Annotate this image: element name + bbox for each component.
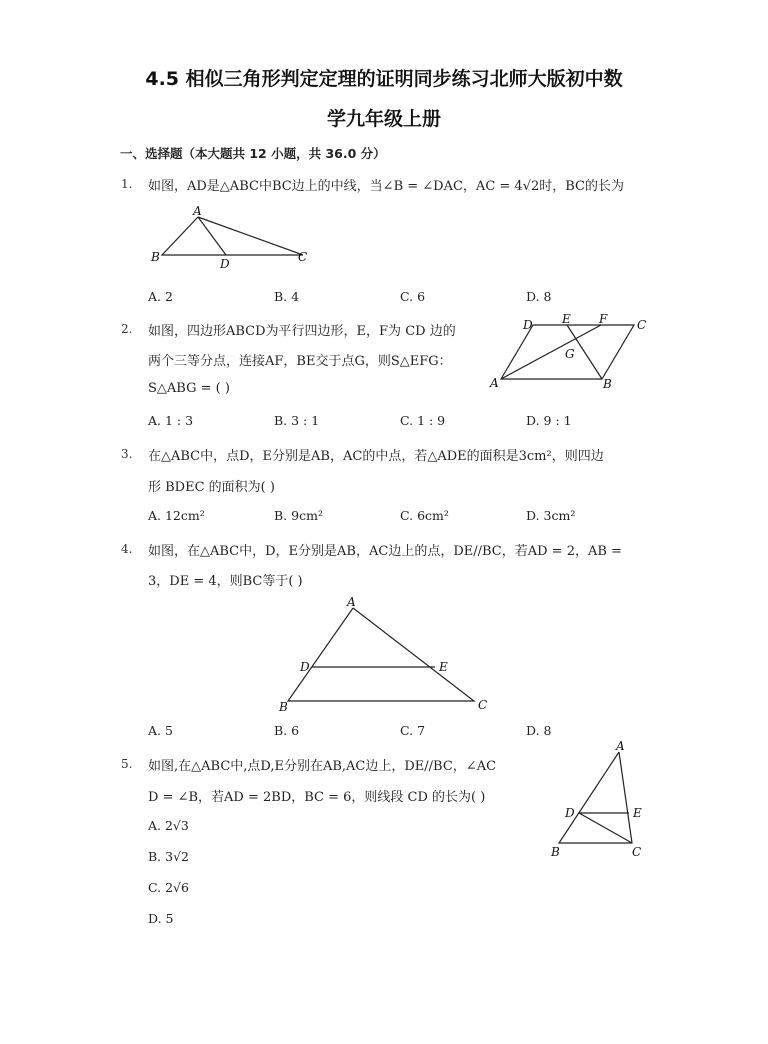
question-4-option-c[interactable]: C. 7 [400, 723, 426, 738]
label-b: B [151, 250, 160, 264]
label-a: A [347, 595, 356, 609]
label-c: C [478, 698, 488, 712]
question-5-option-a[interactable]: A. 2√3 [148, 818, 189, 833]
question-5-number: 5. [121, 757, 133, 771]
label-a: A [490, 376, 499, 390]
question-4-option-d[interactable]: D. 8 [526, 723, 552, 738]
question-5-figure [545, 740, 655, 865]
section-heading: 一、选择题（本大题共 12 小题，共 36.0 分） [120, 146, 386, 161]
label-d: D [300, 660, 310, 674]
question-5-text-line2: D = ∠B，若AD = 2BD，BC = 6，则线段 CD 的长为( ) [148, 790, 486, 805]
segment-cd [579, 813, 632, 843]
question-1-option-a[interactable]: A. 2 [148, 289, 173, 304]
label-c: C [632, 845, 642, 859]
question-2-text-line2: 两个三等分点，连接AF，BE交于点G，则S△EFG： [148, 354, 452, 369]
question-3-option-a[interactable]: A. 12cm² [148, 508, 205, 523]
label-b: B [279, 700, 288, 714]
question-2-text-line3: S△ABG = ( ) [148, 381, 230, 396]
question-2-number: 2. [121, 322, 133, 336]
question-2-text-line1: 如图，四边形ABCD为平行四边形，E，F为 CD 边的 [148, 324, 456, 339]
question-5-option-d[interactable]: D. 5 [148, 911, 174, 926]
question-5-option-b[interactable]: B. 3√2 [148, 849, 190, 864]
question-3-option-c[interactable]: C. 6cm² [400, 508, 449, 523]
question-1-option-c[interactable]: C. 6 [400, 289, 426, 304]
question-1-number: 1. [121, 177, 133, 191]
question-3-option-b[interactable]: B. 9cm² [274, 508, 323, 523]
triangle-abc [559, 752, 632, 843]
label-f: F [599, 312, 608, 326]
triangle-abc [162, 217, 303, 255]
question-4-figure [270, 595, 500, 715]
label-b: B [603, 377, 612, 391]
question-4-number: 4. [121, 542, 133, 556]
triangle-abc [288, 608, 474, 701]
label-a: A [616, 739, 625, 753]
label-d: D [220, 257, 230, 271]
question-5-option-c[interactable]: C. 2√6 [148, 880, 189, 895]
page-title: 4.5 相似三角形判定定理的证明同步练习北师大版初中数 [145, 68, 623, 90]
label-b: B [551, 845, 560, 859]
question-3-text-line2: 形 BDEC 的面积为( ) [148, 480, 275, 495]
question-3-text-line1: 在△ABC中，点D，E分别是AB，AC的中点，若△ADE的面积是3cm²，则四边 [148, 449, 604, 464]
label-c: C [637, 318, 647, 332]
question-2-option-b[interactable]: B. 3 : 1 [274, 413, 320, 428]
label-e: E [439, 660, 448, 674]
question-2-option-c[interactable]: C. 1 : 9 [400, 413, 446, 428]
question-1-option-d[interactable]: D. 8 [526, 289, 552, 304]
question-5-text-line1: 如图,在△ABC中,点D,E分别在AB,AC边上，DE//BC，∠AC [148, 759, 497, 774]
page-title-continued: 学九年级上册 [326, 108, 441, 130]
label-c: C [298, 250, 308, 264]
question-2-option-d[interactable]: D. 9 : 1 [526, 413, 572, 428]
question-3-option-d[interactable]: D. 3cm² [526, 508, 576, 523]
label-a: A [193, 204, 202, 218]
question-2-option-a[interactable]: A. 1 : 3 [148, 413, 194, 428]
question-4-option-a[interactable]: A. 5 [148, 723, 173, 738]
label-e: E [562, 312, 571, 326]
question-3-number: 3. [121, 447, 133, 461]
label-e: E [633, 806, 642, 820]
question-1-figure [140, 205, 320, 275]
question-4-option-b[interactable]: B. 6 [274, 723, 300, 738]
segment-af [501, 325, 601, 379]
label-g: G [565, 347, 575, 361]
question-4-text-line2: 3，DE = 4，则BC等于( ) [148, 574, 303, 589]
label-d: D [523, 318, 533, 332]
question-1-option-b[interactable]: B. 4 [274, 289, 300, 304]
label-d: D [565, 806, 575, 820]
question-4-text-line1: 如图，在△ABC中，D，E分别是AB，AC边上的点，DE//BC，若AD = 2，AB = [148, 544, 622, 559]
question-1-text: 如图，AD是△ABC中BC边上的中线，当∠B = ∠DAC，AC = 4√2时，BC的长为 [148, 179, 624, 194]
question-2-figure [485, 312, 655, 392]
